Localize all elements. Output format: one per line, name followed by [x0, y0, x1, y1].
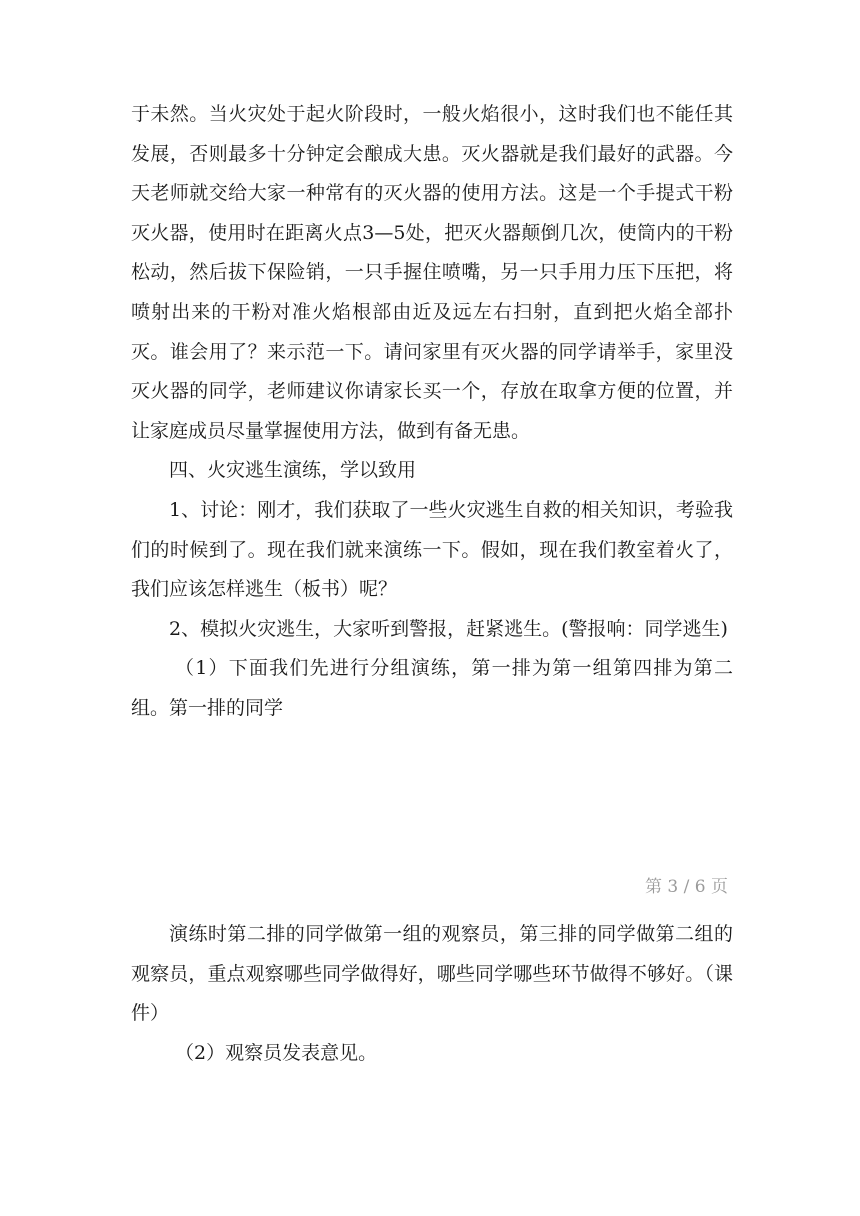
page-upper-text	[131, 95, 733, 729]
section-heading-escape-drill: 四、火灾逃生演练，学以致用	[169, 459, 417, 482]
paragraph-fire-extinguisher: 于未然。当火灾处于起火阶段时，一般火焰很小，这时我们也不能任其发展，否则最多十分钟定会酿成大患。灭火器就是我们最好的武器。今天老师就交给大家一种常有的灭火器的使用方法。这是一个手提式干粉灭火器，使用时在距离火点3—5处，把灭火器颠倒几次，使筒内的干粉松动，然后拔下保险销，一只手握住喷嘴，另一只手用力压下压把，将喷射出来的干粉对准火焰根部由近及远左右扫射，直到把火焰全部扑灭。谁会用了？来示范一下。请问家里有灭火器的同学请举手，家里没灭火器的同学，老师建议你请家长买一个，存放在取拿方便的位置，并让家庭成员尽量掌握使用方法，做到有备无患。	[131, 103, 733, 442]
paragraph-observers: 演练时第二排的同学做第一组的观察员，第三排的同学做第二组的观察员，重点观察哪些同学做得好，哪些同学哪些环节做得不够好。（课件）	[131, 923, 733, 1025]
paragraph-group-drill: （1）下面我们先进行分组演练，第一排为第一组第四排为第二组。第一排的同学	[131, 657, 733, 719]
page-lower-text	[131, 915, 733, 1073]
paragraph-simulation: 2、模拟火灾逃生，大家听到警报，赶紧逃生。(警报响：同学逃生)	[169, 617, 728, 640]
paragraph-observer-feedback: （2）观察员发表意见。	[175, 1041, 378, 1064]
paragraph-discussion: 1、讨论：刚才，我们获取了一些火灾逃生自救的相关知识，考验我们的时候到了。现在我们就来演练一下。假如，现在我们教室着火了，我们应该怎样逃生（板书）呢？	[131, 498, 733, 601]
page-number: 第 3 / 6 页	[645, 877, 728, 897]
